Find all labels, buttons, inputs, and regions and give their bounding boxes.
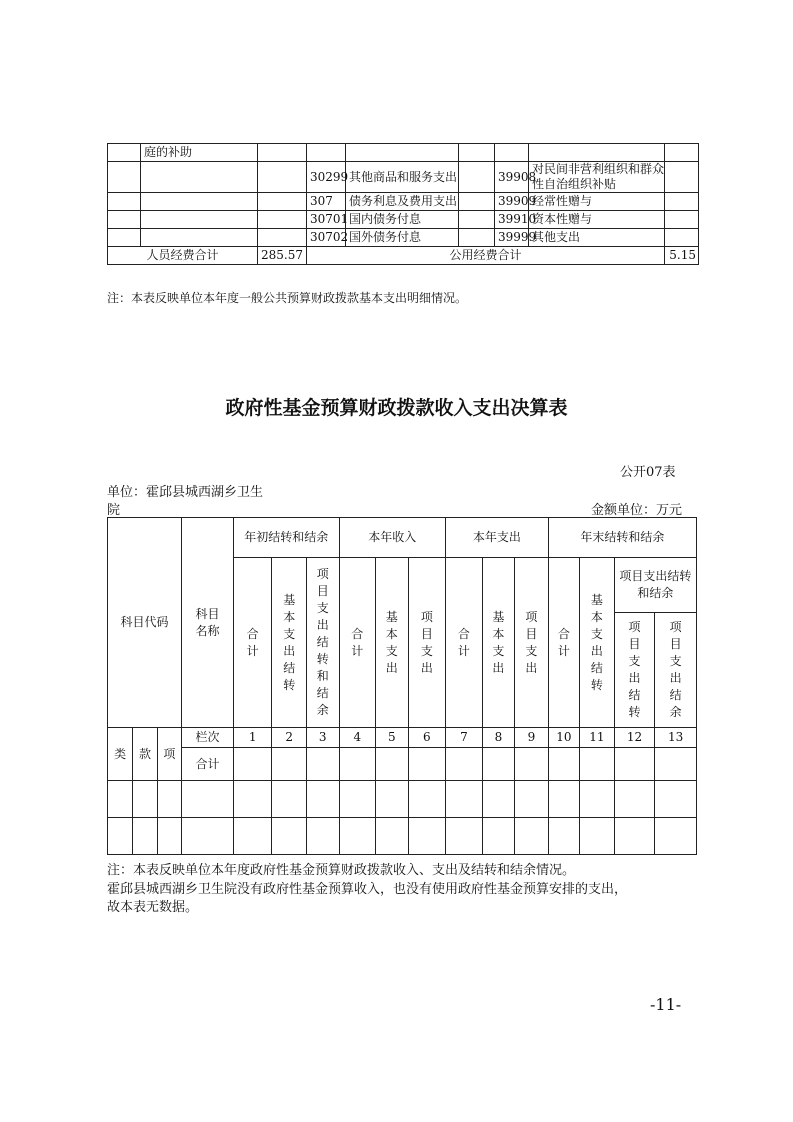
name-cell: 国外债务付息: [346, 229, 459, 247]
code-cell: 30702: [307, 229, 346, 247]
code-cell: 39908: [495, 162, 529, 193]
table-row: [108, 193, 699, 211]
public-total-value: 5.15: [665, 247, 699, 265]
total-header: 合计: [557, 626, 570, 658]
column-seq-label: 栏次: [182, 728, 234, 748]
name-cell: 国内债务付息: [346, 211, 459, 229]
col-number: 11: [580, 728, 615, 748]
column-number-row: [108, 728, 697, 748]
unit-line-2: 院: [107, 503, 121, 518]
expense-header: 本年支出: [446, 518, 549, 558]
subject-name-header: 科目名称: [182, 518, 234, 728]
subject-code-header: 科目代码: [108, 518, 182, 728]
col-number: 7: [446, 728, 483, 748]
income-header: 本年收入: [339, 518, 446, 558]
row-tail-text: 庭的补助: [141, 144, 258, 162]
col-number: 6: [408, 728, 446, 748]
col-number: 10: [548, 728, 579, 748]
col-number: 12: [614, 728, 655, 748]
col-number: 1: [233, 728, 272, 748]
table-row: [108, 211, 699, 229]
code-cell: 39999: [495, 229, 529, 247]
page-title: 政府性基金预算财政拨款收入支出决算表: [225, 397, 568, 419]
table-row: [108, 781, 697, 818]
basic-exp-header: 基本支出: [492, 609, 505, 675]
sum-row: [108, 748, 697, 781]
unit-line-1: 单位：霍邱县城西湖乡卫生: [107, 485, 264, 500]
project-exp-header: 项目支出: [420, 609, 433, 675]
code-cell: 30299: [307, 162, 346, 193]
header-row-1: [108, 518, 697, 558]
total-row: [108, 247, 699, 265]
col-number: 4: [339, 728, 376, 748]
total-header: 合计: [351, 626, 364, 658]
total-header: 合计: [246, 626, 259, 658]
begin-balance-header: 年初结转和结余: [233, 518, 339, 558]
subitem-header: 项: [157, 728, 181, 781]
project-carry-balance-header: 项目支出结转和结余: [619, 569, 692, 600]
name-cell: 对民间非营利组织和群众性自治组织补贴: [529, 162, 665, 193]
code-cell: 39910: [495, 211, 529, 229]
col-number: 9: [515, 728, 549, 748]
category-header: 类: [108, 728, 133, 781]
project-exp-header: 项目支出: [525, 609, 538, 675]
total-header: 合计: [457, 626, 470, 658]
code-cell: 30701: [307, 211, 346, 229]
name-cell: 其他支出: [529, 229, 665, 247]
basic-carry-header: 基本支出结转: [590, 592, 603, 692]
project-carry-balance-header: 项目支出结转和结余: [316, 567, 329, 717]
expense-detail-table: [107, 143, 699, 265]
name-cell: 其他商品和服务支出: [346, 162, 459, 193]
no-data-note-line-2: 故本表无数据。: [107, 900, 199, 915]
personnel-total-label: 人员经费合计: [108, 247, 258, 265]
note-fund-budget: 注：本表反映单位本年度政府性基金预算财政拨款收入、支出及结转和结余情况。: [107, 863, 576, 878]
basic-carry-header: 基本支出结转: [283, 592, 296, 692]
form-number: 公开07表: [620, 465, 676, 480]
col-number: 13: [655, 728, 697, 748]
amount-unit: 金额单位：万元: [591, 503, 683, 518]
code-cell: 39909: [495, 193, 529, 211]
public-total-label: 公用经费合计: [307, 247, 665, 265]
page-number: -11-: [650, 995, 682, 1014]
name-cell: 资本性赠与: [529, 211, 665, 229]
table-row: [108, 144, 699, 162]
basic-exp-header: 基本支出: [385, 609, 398, 675]
name-cell: 债务利息及费用支出: [346, 193, 459, 211]
note-general-budget: 注：本表反映单位本年度一般公共预算财政拨款基本支出明细情况。: [107, 291, 468, 305]
col-number: 5: [376, 728, 408, 748]
personnel-total-value: 285.57: [258, 247, 307, 265]
item-header: 款: [133, 728, 157, 781]
fund-budget-table: [107, 517, 697, 855]
no-data-note-line-1: 霍邱县城西湖乡卫生院没有政府性基金预算收入，也没有使用政府性基金预算安排的支出，: [107, 882, 628, 897]
col-number: 3: [306, 728, 339, 748]
name-cell: 经常性赠与: [529, 193, 665, 211]
table-row: [108, 229, 699, 247]
project-carry-header: 项目支出结转: [628, 620, 641, 719]
end-balance-header: 年末结转和结余: [548, 518, 696, 558]
col-number: 2: [272, 728, 307, 748]
code-cell: 307: [307, 193, 346, 211]
sum-label: 合计: [182, 748, 234, 781]
col-number: 8: [482, 728, 514, 748]
project-balance-header: 项目支出结余: [669, 620, 682, 719]
table-row: [108, 818, 697, 855]
table-row: [108, 162, 699, 193]
